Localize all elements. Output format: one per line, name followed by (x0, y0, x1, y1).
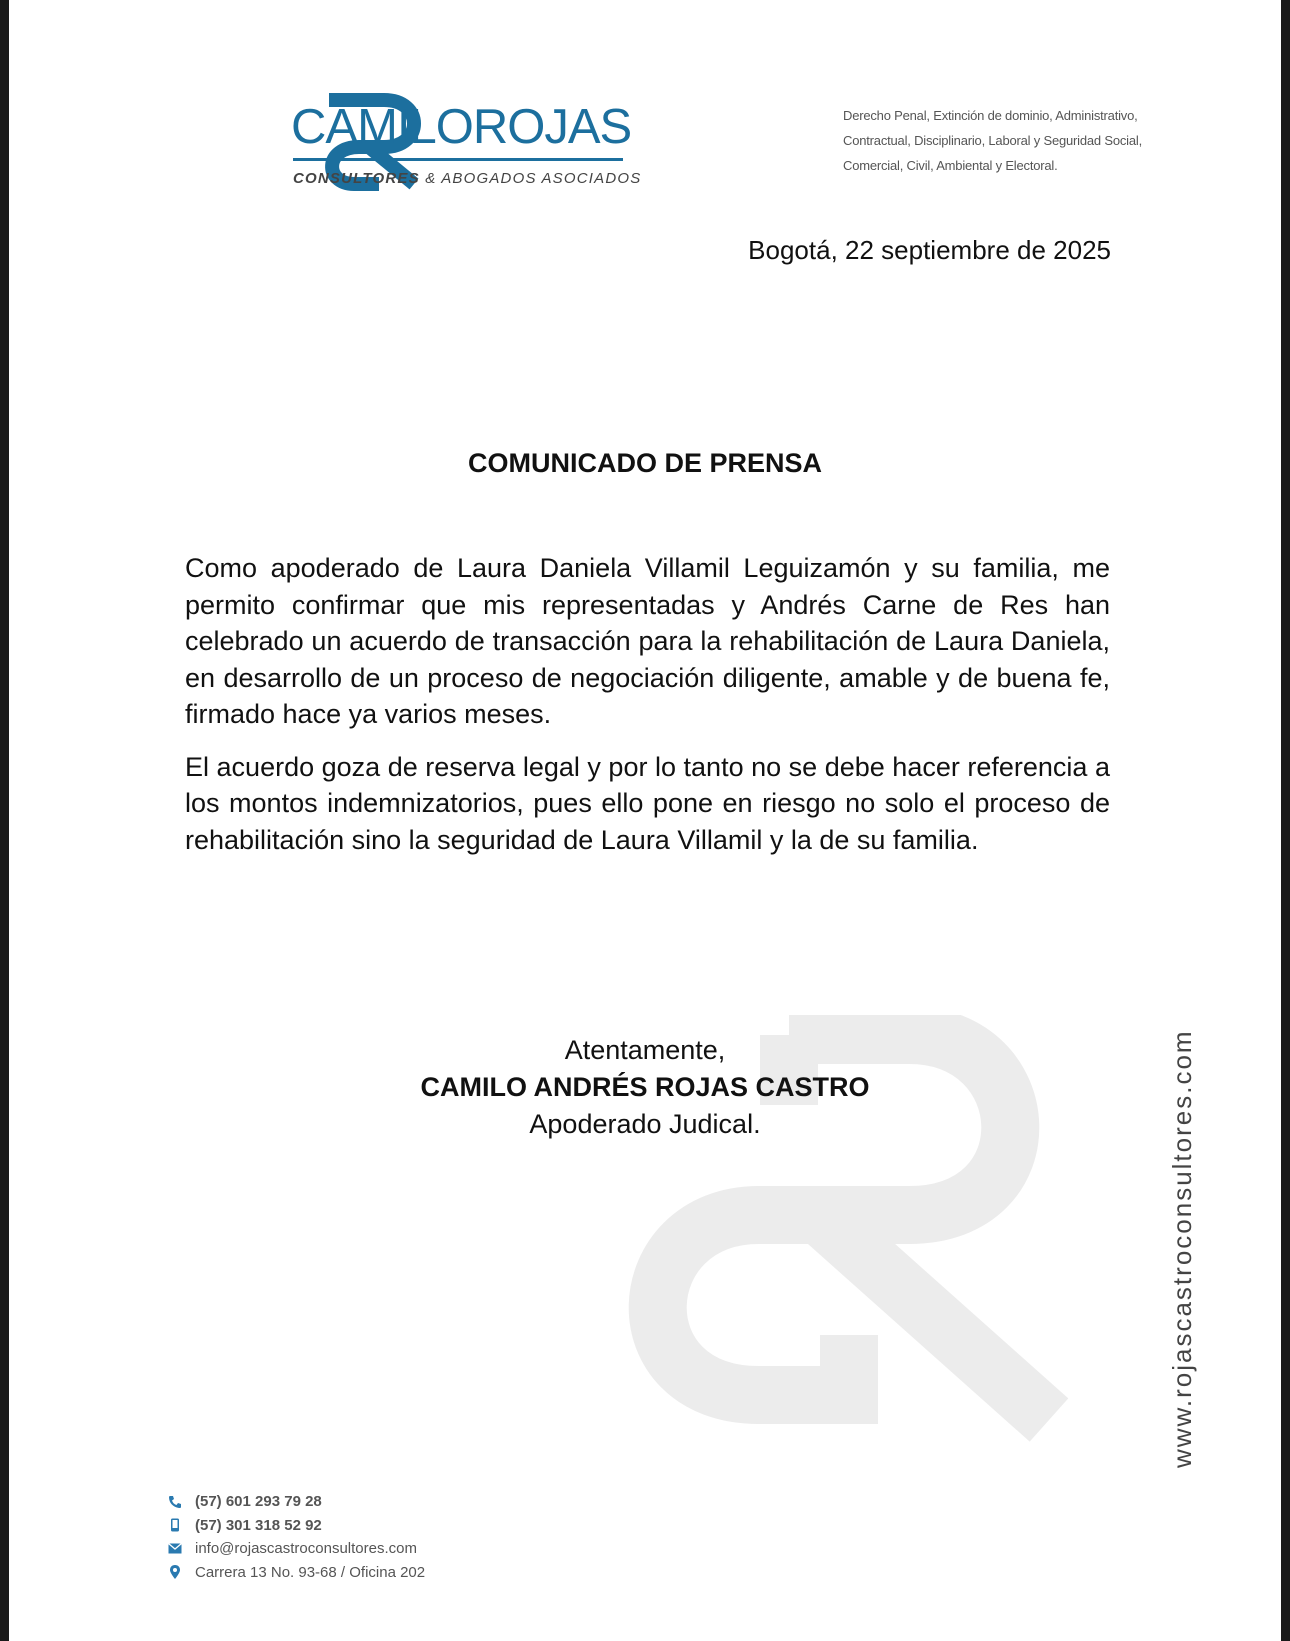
contact-email[interactable]: info@rojascastroconsultores.com (167, 1537, 425, 1561)
paragraph: Como apoderado de Laura Daniela Villamil Leguizamón y su familia, me permito confirmar que mis representadas y Andrés Carne de Res han celebrado un acuerdo de transacción para la rehabilitación de Laura Daniela, en desarrollo de un proceso de negociación diligente, amable y de buena fe, firmado hace ya varios meses. (185, 553, 1110, 729)
mobile-icon (167, 1517, 183, 1533)
signer-role: Apoderado Judical. (529, 1109, 761, 1139)
signer-name: CAMILO ANDRÉS ROJAS CASTRO (420, 1072, 870, 1102)
letter-body (185, 550, 1110, 874)
contact-mobile: (57) 301 318 52 92 (167, 1514, 425, 1538)
email-icon (167, 1541, 183, 1557)
paragraph: El acuerdo goza de reserva legal y por lo tanto no se debe hacer referencia a los montos indemnizatorios, pues ello pone en riesgo no solo el proceso de rehabilitación sino la seguridad de Laura Villamil y la de su familia. (185, 751, 1110, 855)
salutation: Atentamente, (564, 1035, 726, 1065)
website-url: www.rojascastroconsultores.com (1167, 1029, 1197, 1468)
brand-name: CAMILOROJAS (291, 100, 632, 154)
practice-areas: Derecho Penal, Extinción de dominio, Administrativo, Contractual, Disciplinario, Laboral y Seguridad Social, Comercial, Civil, Ambiental y Electoral. (843, 108, 1142, 173)
phone-icon (167, 1494, 183, 1510)
contact-address: Carrera 13 No. 93-68 / Oficina 202 (167, 1561, 425, 1585)
contact-info (167, 1490, 425, 1584)
location-icon (167, 1564, 183, 1580)
letter-date: Bogotá, 22 septiembre de 2025 (748, 235, 1111, 265)
letter-page (9, 0, 1281, 1641)
signature-block (9, 1032, 1281, 1143)
brand-subtitle: CONSULTORES & ABOGADOS ASOCIADOS (293, 170, 642, 187)
contact-phone: (57) 601 293 79 28 (167, 1490, 425, 1514)
document-title: COMUNICADO DE PRENSA (467, 448, 823, 478)
brand-underline (293, 158, 623, 161)
